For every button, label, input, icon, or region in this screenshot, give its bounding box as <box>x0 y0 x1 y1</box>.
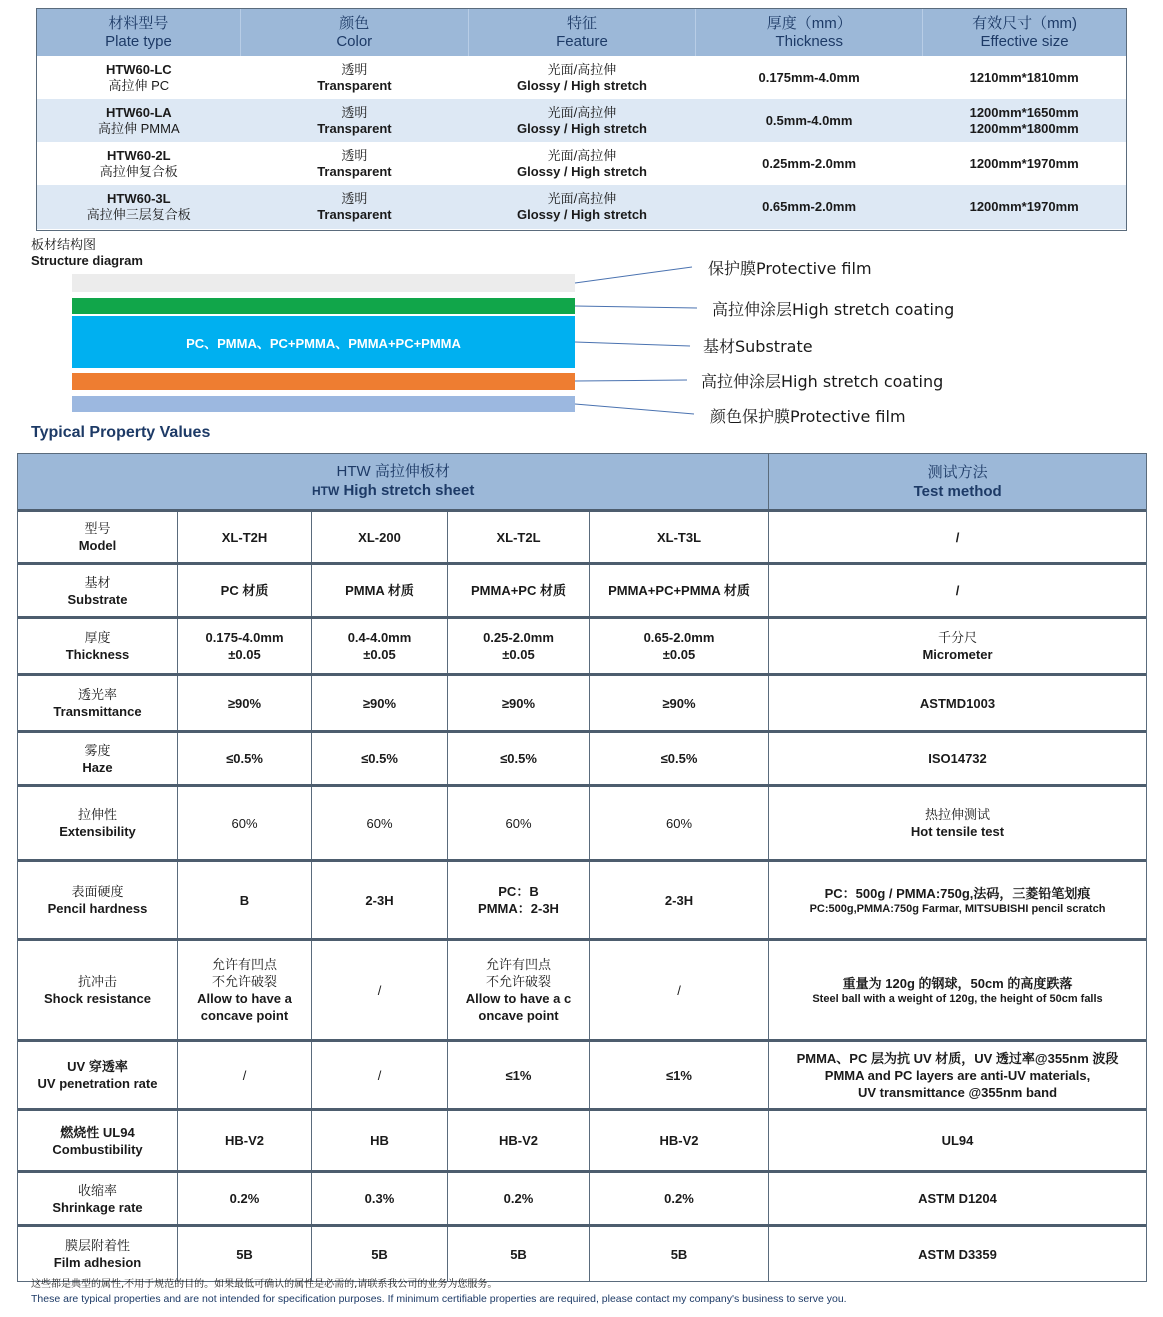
feature-cell: 光面/高拉伸 Glossy / High stretch <box>516 191 648 222</box>
color-cell: 透明 Transparent <box>317 61 392 93</box>
header-color: 颜色 Color <box>241 9 469 56</box>
value-cell: PMMA+PC 材质 <box>448 565 590 616</box>
plate-type-cell: HTW60-3L 高拉伸三层复合板 <box>86 191 191 222</box>
value-cell: 5B <box>178 1227 312 1281</box>
property-name: 基材 Substrate <box>18 565 178 616</box>
test-method-cell: UL94 <box>941 1133 974 1148</box>
value-cell: PC：B PMMA：2-3H <box>448 862 590 938</box>
value-cell: / <box>312 1042 448 1108</box>
footnote-english: These are typical properties and are not intended for specification purposes. If minimum certifiable properties are required, please contact my company's business to serve you. <box>31 1293 847 1305</box>
table-row <box>18 1111 1146 1173</box>
value-cell: XL-200 <box>312 512 448 562</box>
leader-line <box>575 380 687 381</box>
substrate-layer: PC、PMMA、PC+PMMA、PMMA+PC+PMMA <box>72 316 575 368</box>
property-name: 拉伸性 Extensibility <box>18 787 178 859</box>
value-cell: HB-V2 <box>178 1111 312 1170</box>
typical-property-values-title: Typical Property Values <box>31 424 211 441</box>
value-cell: 60% <box>590 787 769 859</box>
value-cell: HB-V2 <box>590 1111 769 1170</box>
test-method-cell: ASTM D3359 <box>918 1246 997 1262</box>
value-cell: ≤0.5% <box>590 733 769 784</box>
value-cell: 0.3% <box>312 1173 448 1224</box>
value-cell: PMMA 材质 <box>312 565 448 616</box>
property-name: 膜层附着性 Film adhesion <box>18 1227 178 1281</box>
plate-type-cell: HTW60-LA 高拉伸 PMMA <box>98 104 180 136</box>
value-cell: B <box>178 862 312 938</box>
table-row <box>18 1227 1146 1281</box>
value-cell: / <box>590 941 769 1039</box>
size-cell: 1200mm*1970mm <box>969 155 1079 171</box>
table-row <box>18 862 1146 941</box>
leader-line <box>575 306 697 308</box>
property-name: 抗冲击 Shock resistance <box>18 941 178 1039</box>
table-row <box>18 619 1146 676</box>
plate-type-cell: HTW60-2L 高拉伸复合板 <box>99 147 178 179</box>
value-cell: 允许有凹点 不允许破裂 Allow to have a concave point <box>178 941 312 1039</box>
color-cell: 透明 Transparent <box>317 191 392 222</box>
header-test-method: 测试方法 Test method <box>913 463 1002 500</box>
header-plate-type: 材料型号 Plate type <box>37 9 241 56</box>
property-name: 表面硬度 Pencil hardness <box>18 862 178 938</box>
value-cell: 0.25-2.0mm ±0.05 <box>448 619 590 673</box>
property-name: 雾度 Haze <box>18 733 178 784</box>
value-cell: 60% <box>448 787 590 859</box>
table-row <box>18 1173 1146 1227</box>
size-cell: 1200mm*1970mm <box>969 199 1079 214</box>
size-cell: 1200mm*1650mm 1200mm*1800mm <box>969 104 1079 136</box>
label-color-protective-film: 颜色保护膜Protective film <box>710 407 906 426</box>
test-method-cell: 千分尺 Micrometer <box>922 630 993 662</box>
test-method-cell: / <box>955 529 960 545</box>
test-method-cell: PMMA、PC 层为抗 UV 材质，UV 透过率@355nm 波段 PMMA and PC layers are anti-UV materials, UV transmittance @355nm band <box>796 1050 1119 1100</box>
value-cell: XL-T2H <box>178 512 312 562</box>
label-high-stretch-coating-top: 高拉伸涂层High stretch coating <box>712 300 955 319</box>
value-cell: 0.175-4.0mm ±0.05 <box>178 619 312 673</box>
property-table-header <box>18 454 1146 512</box>
value-cell: ≤0.5% <box>178 733 312 784</box>
test-method-cell: 热拉伸测试 Hot tensile test <box>910 807 1005 839</box>
feature-cell: 光面/高拉伸 Glossy / High stretch <box>516 104 648 136</box>
value-cell: 2-3H <box>590 862 769 938</box>
value-cell: ≥90% <box>312 676 448 730</box>
table-row <box>18 787 1146 862</box>
value-cell: ≥90% <box>178 676 312 730</box>
value-cell: / <box>312 941 448 1039</box>
property-name: 收缩率 Shrinkage rate <box>18 1173 178 1224</box>
table-row <box>18 512 1146 565</box>
property-name: UV 穿透率 UV penetration rate <box>18 1042 178 1108</box>
property-name: 透光率 Transmittance <box>18 676 178 730</box>
test-method-cell: 重量为 120g 的钢球，50cm 的高度跌落 Steel ball with a weight of 120g, the height of 50cm falls <box>812 975 1103 1005</box>
value-cell: ≥90% <box>590 676 769 730</box>
value-cell: 0.2% <box>178 1173 312 1224</box>
color-cell: 透明 Transparent <box>317 104 392 136</box>
header-htw-sheet: HTW 高拉伸板材 HTW High stretch sheet <box>18 454 769 509</box>
value-cell: 0.4-4.0mm ±0.05 <box>312 619 448 673</box>
value-cell: 允许有凹点 不允许破裂 Allow to have a c oncave point <box>448 941 590 1039</box>
value-cell: 0.2% <box>590 1173 769 1224</box>
plate-type-cell: HTW60-LC 高拉伸 PC <box>105 61 172 93</box>
property-name: 厚度 Thickness <box>18 619 178 673</box>
test-method-cell: ASTMD1003 <box>919 695 996 711</box>
feature-cell: 光面/高拉伸 Glossy / High stretch <box>516 61 648 93</box>
label-substrate: 基材Substrate <box>703 337 813 356</box>
leader-line <box>575 267 692 283</box>
property-table <box>17 453 1147 1282</box>
header-thickness: 厚度（mm） Thickness <box>696 9 923 56</box>
value-cell: ≤0.5% <box>312 733 448 784</box>
leader-lines <box>0 0 1163 440</box>
header-effective-size: 有效尺寸（mm) Effective size <box>972 14 1078 50</box>
thickness-cell: 0.25mm-2.0mm <box>762 155 857 171</box>
value-cell: ≤0.5% <box>448 733 590 784</box>
leader-line <box>575 404 694 414</box>
value-cell: 60% <box>178 787 312 859</box>
property-name: 型号 Model <box>18 512 178 562</box>
feature-cell: 光面/高拉伸 Glossy / High stretch <box>516 147 648 179</box>
value-cell: HB <box>312 1111 448 1170</box>
value-cell: ≤1% <box>448 1042 590 1108</box>
test-method-cell: ISO14732 <box>928 751 987 766</box>
label-high-stretch-coating-bottom: 高拉伸涂层High stretch coating <box>701 372 944 391</box>
property-name: 燃烧性 UL94 Combustibility <box>18 1111 178 1170</box>
value-cell: XL-T3L <box>590 512 769 562</box>
value-cell: PMMA+PC+PMMA 材质 <box>590 565 769 616</box>
color-cell: 透明 Transparent <box>317 147 392 179</box>
value-cell: 2-3H <box>312 862 448 938</box>
value-cell: 5B <box>312 1227 448 1281</box>
label-protective-film: 保护膜Protective film <box>708 259 872 278</box>
value-cell: / <box>178 1042 312 1108</box>
test-method-cell: ASTM D1204 <box>918 1191 997 1206</box>
value-cell: 5B <box>590 1227 769 1281</box>
thickness-cell: 0.5mm-4.0mm <box>765 112 853 128</box>
value-cell: ≥90% <box>448 676 590 730</box>
size-cell: 1210mm*1810mm <box>969 69 1079 85</box>
value-cell: 0.65-2.0mm ±0.05 <box>590 619 769 673</box>
test-method-cell: / <box>955 583 960 598</box>
thickness-cell: 0.175mm-4.0mm <box>758 69 860 85</box>
leader-line <box>575 342 690 346</box>
table-row <box>18 565 1146 619</box>
value-cell: HB-V2 <box>448 1111 590 1170</box>
value-cell: XL-T2L <box>448 512 590 562</box>
table-row <box>18 676 1146 733</box>
footnote-chinese: 这些都是典型的属性,不用于规范的目的。如果最低可确认的属性是必需的,请联系我公司的业务为您服务。 <box>31 1279 498 1290</box>
value-cell: 5B <box>448 1227 590 1281</box>
value-cell: ≤1% <box>590 1042 769 1108</box>
table-row <box>18 941 1146 1042</box>
test-method-cell: PC：500g / PMMA:750g,法码，三菱铅笔划痕 PC:500g,PMMA:750g Farmar, MITSUBISHI pencil scratch <box>809 885 1106 915</box>
value-cell: 60% <box>312 787 448 859</box>
table-row <box>18 733 1146 787</box>
table-row <box>18 1042 1146 1111</box>
value-cell: PC 材质 <box>178 565 312 616</box>
structure-diagram-title: 板材结构图 Structure diagram <box>31 237 143 268</box>
value-cell: 0.2% <box>448 1173 590 1224</box>
header-feature: 特征 Feature <box>469 9 697 56</box>
thickness-cell: 0.65mm-2.0mm <box>762 199 857 214</box>
